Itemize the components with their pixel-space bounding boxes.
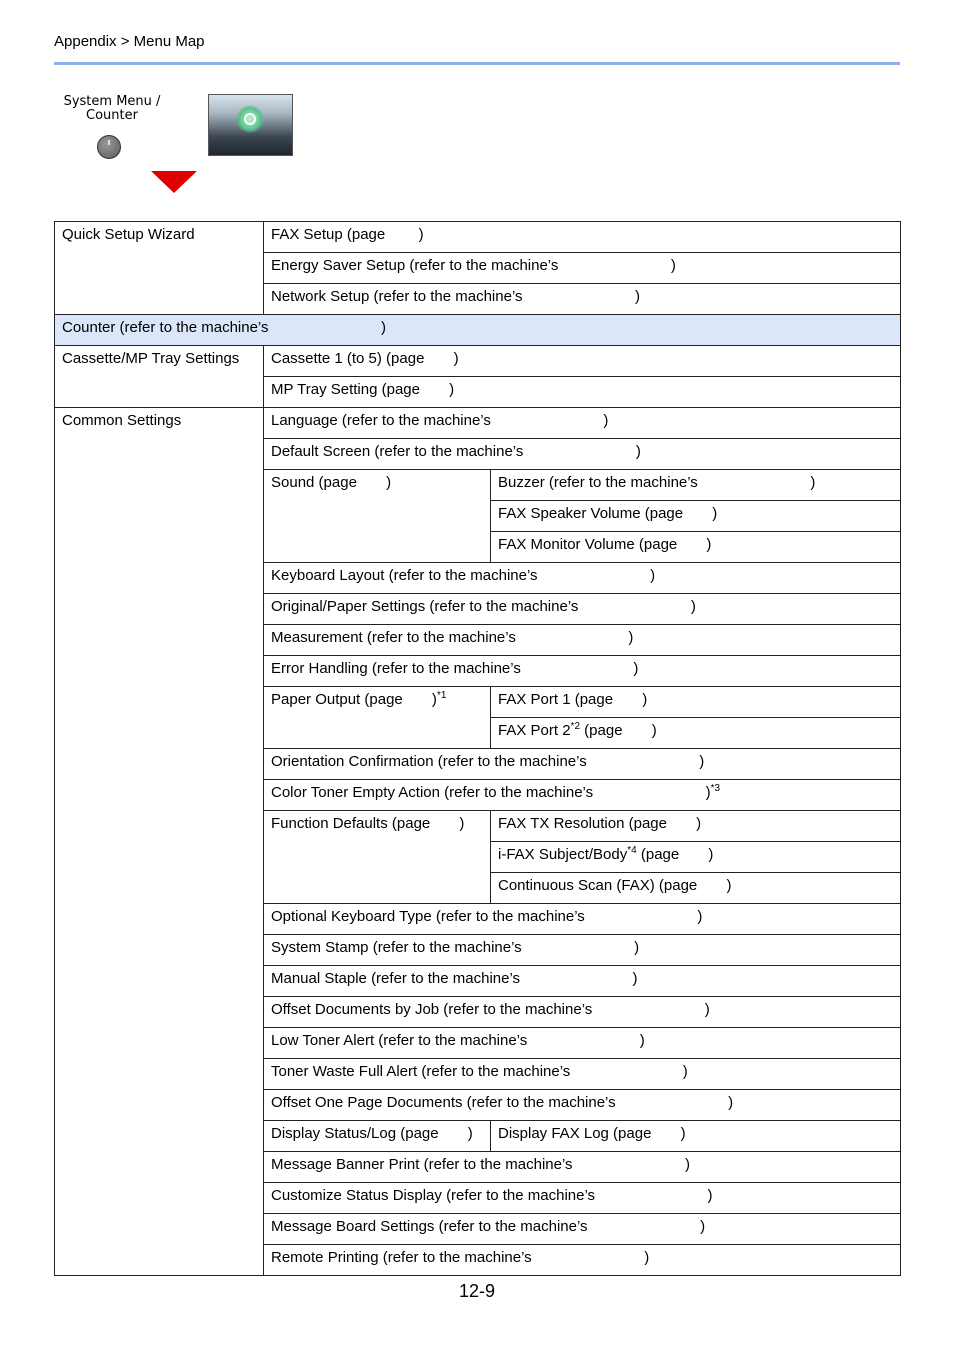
menu-item-message-board: Message Board Settings (refer to the machine’s )	[264, 1214, 901, 1245]
menu-item-message-banner: Message Banner Print (refer to the machine’s )	[264, 1152, 901, 1183]
fax-port2-label: FAX Port 2	[498, 722, 571, 739]
menu-item-fax-speaker: FAX Speaker Volume (page )	[491, 501, 901, 532]
menu-item-fax-port1: FAX Port 1 (page )	[491, 687, 901, 718]
menu-item-offset-docs: Offset Documents by Job (refer to the machine’s )	[264, 997, 901, 1028]
menu-item-fax-monitor: FAX Monitor Volume (page )	[491, 532, 901, 563]
footnote-ref: *4	[627, 845, 637, 856]
menu-item-original-paper: Original/Paper Settings (refer to the machine’s )	[264, 594, 901, 625]
menu-map-table	[54, 221, 901, 1276]
menu-item-continuous-scan: Continuous Scan (FAX) (page )	[491, 873, 901, 904]
menu-item-energy-saver: Energy Saver Setup (refer to the machine’s )	[264, 253, 901, 284]
ifax-label: i-FAX Subject/Body	[498, 846, 628, 863]
menu-item-language: Language (refer to the machine’s )	[264, 408, 901, 439]
menu-item-remote-printing: Remote Printing (refer to the machine’s )	[264, 1245, 901, 1276]
menu-group-quick-setup: Quick Setup Wizard	[55, 222, 264, 315]
ifax-page: (page )	[636, 846, 714, 863]
menu-item-optional-keyboard: Optional Keyboard Type (refer to the machine’s )	[264, 904, 901, 935]
menu-group-common: Common Settings	[55, 408, 264, 1276]
menu-item-fax-tx-resolution: FAX TX Resolution (page )	[491, 811, 901, 842]
menu-item-toner-waste: Toner Waste Full Alert (refer to the machine’s )	[264, 1059, 901, 1090]
menu-item-mp-tray: MP Tray Setting (page )	[264, 377, 901, 408]
footnote-ref: *2	[570, 721, 580, 732]
header-rule	[54, 62, 900, 65]
menu-item-fax-port2	[491, 718, 901, 749]
arrow-down-icon	[151, 171, 197, 193]
page-number: 12-9	[458, 1281, 496, 1301]
menu-item-measurement: Measurement (refer to the machine’s )	[264, 625, 901, 656]
menu-item-manual-staple: Manual Staple (refer to the machine’s )	[264, 966, 901, 997]
fax-port2-page: (page )	[580, 722, 657, 739]
table-row	[55, 346, 901, 377]
status-light-icon	[236, 105, 264, 133]
menu-item-buzzer: Buzzer (refer to the machine’s )	[491, 470, 901, 501]
system-menu-label-line2: Counter	[86, 108, 138, 123]
breadcrumb: Appendix > Menu Map	[54, 33, 205, 50]
menu-group-cassette: Cassette/MP Tray Settings	[55, 346, 264, 408]
footnote-ref: *3	[710, 783, 721, 794]
menu-item-paper-output	[264, 687, 491, 749]
footnote-ref: *1	[436, 690, 447, 701]
paper-output-label: Paper Output (page )	[271, 691, 437, 708]
menu-item-cassette1: Cassette 1 (to 5) (page )	[264, 346, 901, 377]
screen-thumbnail	[208, 94, 293, 156]
menu-item-ifax-subject	[491, 842, 901, 873]
menu-item-default-screen: Default Screen (refer to the machine’s )	[264, 439, 901, 470]
circle-button-icon	[97, 135, 121, 159]
menu-group-counter: Counter (refer to the machine’s )	[55, 315, 901, 346]
menu-item-system-stamp: System Stamp (refer to the machine’s )	[264, 935, 901, 966]
menu-item-offset-one-page: Offset One Page Documents (refer to the machine’s )	[264, 1090, 901, 1121]
system-menu-label-line1: System Menu /	[63, 94, 161, 109]
menu-item-error-handling: Error Handling (refer to the machine’s )	[264, 656, 901, 687]
table-row	[55, 222, 901, 253]
color-toner-label: Color Toner Empty Action (refer to the machine’s )	[271, 784, 711, 801]
menu-item-display-status: Display Status/Log (page )	[264, 1121, 491, 1152]
menu-item-display-fax-log: Display FAX Log (page )	[491, 1121, 901, 1152]
menu-item-sound: Sound (page )	[264, 470, 491, 563]
menu-item-color-toner	[264, 780, 901, 811]
menu-item-orientation: Orientation Confirmation (refer to the machine’s )	[264, 749, 901, 780]
menu-item-function-defaults: Function Defaults (page )	[264, 811, 491, 904]
menu-item-network-setup: Network Setup (refer to the machine’s )	[264, 284, 901, 315]
menu-item-fax-setup: FAX Setup (page )	[264, 222, 901, 253]
menu-item-customize-status: Customize Status Display (refer to the machine’s )	[264, 1183, 901, 1214]
table-row	[55, 315, 901, 346]
table-row	[55, 408, 901, 439]
menu-item-low-toner: Low Toner Alert (refer to the machine’s )	[264, 1028, 901, 1059]
menu-item-keyboard-layout: Keyboard Layout (refer to the machine’s )	[264, 563, 901, 594]
system-menu-label	[62, 95, 162, 123]
